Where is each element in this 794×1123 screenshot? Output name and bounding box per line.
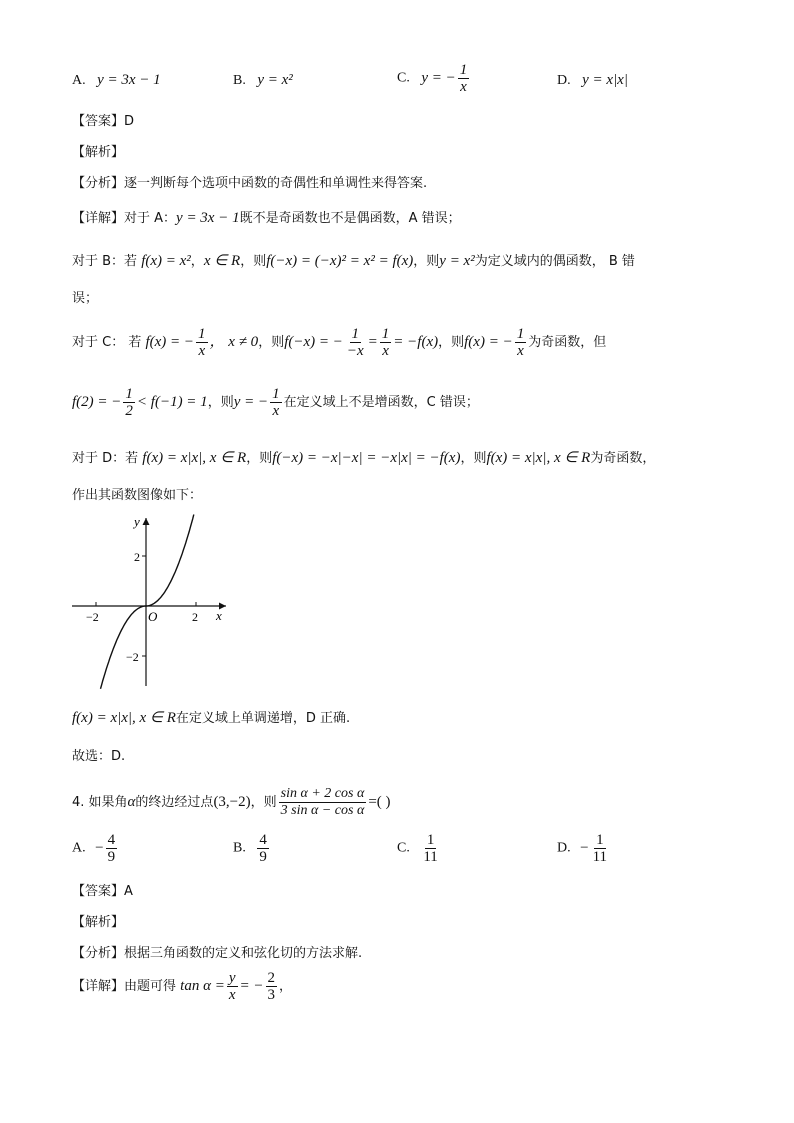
- tick-label-y-neg: −2: [126, 650, 139, 664]
- monotonic-suffix: 在定义域上单调递增，D 正确.: [175, 711, 351, 726]
- q3-detail-c: [72, 326, 606, 359]
- q3-detail-c-cont: [72, 386, 479, 419]
- q4-stem-then: ，则: [250, 795, 277, 810]
- option-c: [397, 62, 471, 95]
- detail-c2-then: ，则: [207, 395, 234, 410]
- option-d: [557, 72, 628, 89]
- q3-detail-d: [72, 447, 655, 467]
- detail-b-then-2: ，则: [413, 254, 440, 269]
- q4-stem-prefix: 4. 如果角: [72, 795, 128, 810]
- q4-option-b-num: 4: [259, 832, 267, 848]
- detail-a-expression: y = 3x − 1: [176, 210, 240, 226]
- q4-detail-prefix: 【详解】由题可得: [72, 979, 177, 994]
- detail-b-expression-3: y = x²: [439, 253, 475, 269]
- q3-choose: 故选：D.: [72, 749, 126, 764]
- option-a-expression: y = 3x − 1: [97, 72, 161, 88]
- detail-c2-expression-3: y = −: [233, 394, 269, 410]
- origin-label: O: [148, 609, 158, 624]
- q4-detail-frac1-num: y: [228, 970, 236, 986]
- detail-c-expression-1: f(x) = −: [145, 334, 195, 350]
- detail-c-prefix: 对于 C： 若: [72, 335, 142, 350]
- q4-detail-frac2-den: 3: [267, 987, 275, 1003]
- detail-c-frac4-num: 1: [516, 326, 525, 342]
- detail-d-expression-3: f(x) = x|x|, x ∈ R: [486, 450, 591, 466]
- q4-option-d-den: 11: [592, 849, 608, 865]
- function-curve: [101, 515, 194, 689]
- q4-option-d-sign: −: [580, 839, 589, 856]
- option-a: [72, 72, 161, 89]
- q3-monotonic: [72, 707, 350, 727]
- q4-option-b-den: 9: [259, 849, 267, 865]
- option-c-expression: y = −: [421, 69, 456, 86]
- q4-point: (3,−2): [213, 794, 251, 810]
- q4-frac-denominator: 3 sin α − cos α: [280, 803, 365, 818]
- detail-c-expression-2: f(−x) = −: [284, 334, 343, 350]
- detail-c-frac3-den: x: [382, 343, 389, 359]
- q4-option-a: [72, 832, 119, 865]
- detail-b-expression-1: f(x) = x²: [141, 253, 191, 269]
- detail-d-suffix: 为奇函数，: [590, 451, 656, 466]
- detail-b-prefix: 对于 B：若: [72, 254, 138, 269]
- q4-stem: [72, 786, 391, 819]
- q3-detail-b: [72, 250, 635, 270]
- function-graph: [68, 512, 238, 692]
- detail-b-then: ，则: [240, 254, 267, 269]
- q4-detail-suffix: ，: [279, 979, 293, 994]
- detail-c-expression-3: = −f(x): [393, 334, 439, 350]
- q3-answer: 【答案】D: [72, 114, 135, 129]
- detail-b-domain: x ∈ R: [203, 253, 241, 269]
- q4-option-d-label: D.: [557, 840, 571, 856]
- q4-option-c-label: C.: [397, 840, 410, 856]
- detail-c-frac4-den: x: [517, 343, 524, 359]
- q4-detail-expression: tan α =: [180, 978, 225, 994]
- q3-graph-intro: 作出其函数图像如下：: [72, 488, 203, 503]
- tick-label-x-pos: 2: [192, 610, 198, 624]
- y-axis-label: y: [134, 514, 140, 529]
- q4-option-c-den: 11: [423, 849, 438, 865]
- q4-answer: 【答案】A: [72, 884, 133, 899]
- q4-stem-suffix: =( ): [368, 794, 391, 810]
- q4-option-a-label: A.: [72, 840, 86, 856]
- q4-analysis-heading: 【解析】: [72, 915, 125, 930]
- q4-option-c: [397, 832, 442, 865]
- option-d-expression: y = x|x|: [582, 72, 628, 88]
- detail-b-expression-2: f(−x) = (−x)² = x² = f(x): [266, 253, 414, 269]
- detail-c2-frac-num: 1: [125, 386, 133, 402]
- q4-stem-mid: 的终边经过点: [135, 795, 214, 810]
- q4-frac-numerator: sin α + 2 cos α: [280, 786, 365, 801]
- q4-option-a-num: 4: [107, 832, 116, 848]
- detail-c-then: ，则: [258, 335, 285, 350]
- tick-label-y-pos: 2: [134, 550, 140, 564]
- detail-c-equals: =: [367, 334, 378, 350]
- detail-b-comma: ，: [190, 254, 204, 269]
- q4-alpha: α: [127, 794, 136, 810]
- detail-c-frac1-den: x: [198, 343, 206, 359]
- q4-option-c-num: 1: [426, 832, 435, 848]
- detail-c-expression-4: f(x) = −: [464, 334, 513, 350]
- q4-option-b-label: B.: [233, 840, 246, 856]
- option-c-label: C.: [397, 70, 410, 86]
- detail-c-suffix: 为奇函数，但: [528, 335, 607, 350]
- detail-c-frac2-den: −x: [346, 343, 364, 359]
- detail-c-frac3-num: 1: [381, 326, 390, 342]
- q4-option-b: [233, 832, 271, 865]
- detail-c2-expression-2: < f(−1) = 1: [136, 394, 208, 410]
- detail-d-prefix: 对于 D：若: [72, 451, 139, 466]
- detail-c2-frac2-den: x: [272, 403, 280, 419]
- q4-option-a-sign: −: [95, 839, 104, 856]
- option-c-denominator: x: [460, 79, 467, 95]
- detail-d-expression-1: f(x) = x|x|, x ∈ R: [142, 450, 247, 466]
- q3-analysis-text: 【分析】逐一判断每个选项中函数的奇偶性和单调性来得答案.: [72, 176, 428, 191]
- detail-c-condition: ， x ≠ 0: [209, 334, 259, 350]
- detail-a-prefix: 【详解】对于 A：: [72, 211, 177, 226]
- detail-c2-suffix: 在定义域上不是增函数，C 错误；: [283, 395, 479, 410]
- option-b: [233, 72, 293, 89]
- q3-detail-a: [72, 207, 461, 227]
- q4-option-d: [557, 832, 611, 865]
- q4-detail-frac2-num: 2: [267, 970, 275, 986]
- detail-a-suffix: 既不是奇函数也不是偶函数，A 错误；: [239, 211, 461, 226]
- detail-d-then: ，则: [246, 451, 273, 466]
- detail-d-then-2: ，则: [460, 451, 487, 466]
- detail-c-then-2: ，则: [438, 335, 465, 350]
- q4-option-d-num: 1: [596, 832, 604, 848]
- q3-analysis-heading: 【解析】: [72, 145, 125, 160]
- q4-analysis-text: 【分析】根据三角函数的定义和弦化切的方法求解.: [72, 946, 363, 961]
- tick-label-x-neg: −2: [86, 610, 99, 624]
- option-b-label: B.: [233, 73, 246, 88]
- detail-d-expression-2: f(−x) = −x|−x| = −x|x| = −f(x): [272, 450, 461, 466]
- x-axis-label: x: [216, 608, 222, 623]
- detail-c2-frac-den: 2: [125, 403, 133, 419]
- q3-detail-b-cont: 误；: [72, 291, 99, 306]
- option-c-numerator: 1: [459, 62, 468, 78]
- monotonic-expression: f(x) = x|x|, x ∈ R: [72, 710, 176, 726]
- q4-detail-frac1-den: x: [228, 987, 236, 1003]
- q4-detail: [72, 970, 292, 1003]
- detail-c-frac1-num: 1: [198, 326, 206, 342]
- detail-b-suffix: 为定义域内的偶函数， B 错: [474, 254, 635, 269]
- option-d-label: D.: [557, 73, 571, 88]
- detail-c2-expression-1: f(2) = −: [72, 394, 122, 410]
- option-a-label: A.: [72, 73, 86, 88]
- q4-detail-equals: = −: [239, 978, 264, 994]
- option-b-expression: y = x²: [257, 72, 293, 88]
- detail-c-frac2-num: 1: [351, 326, 360, 342]
- detail-c2-frac2-num: 1: [272, 386, 280, 402]
- q4-option-a-den: 9: [107, 849, 116, 865]
